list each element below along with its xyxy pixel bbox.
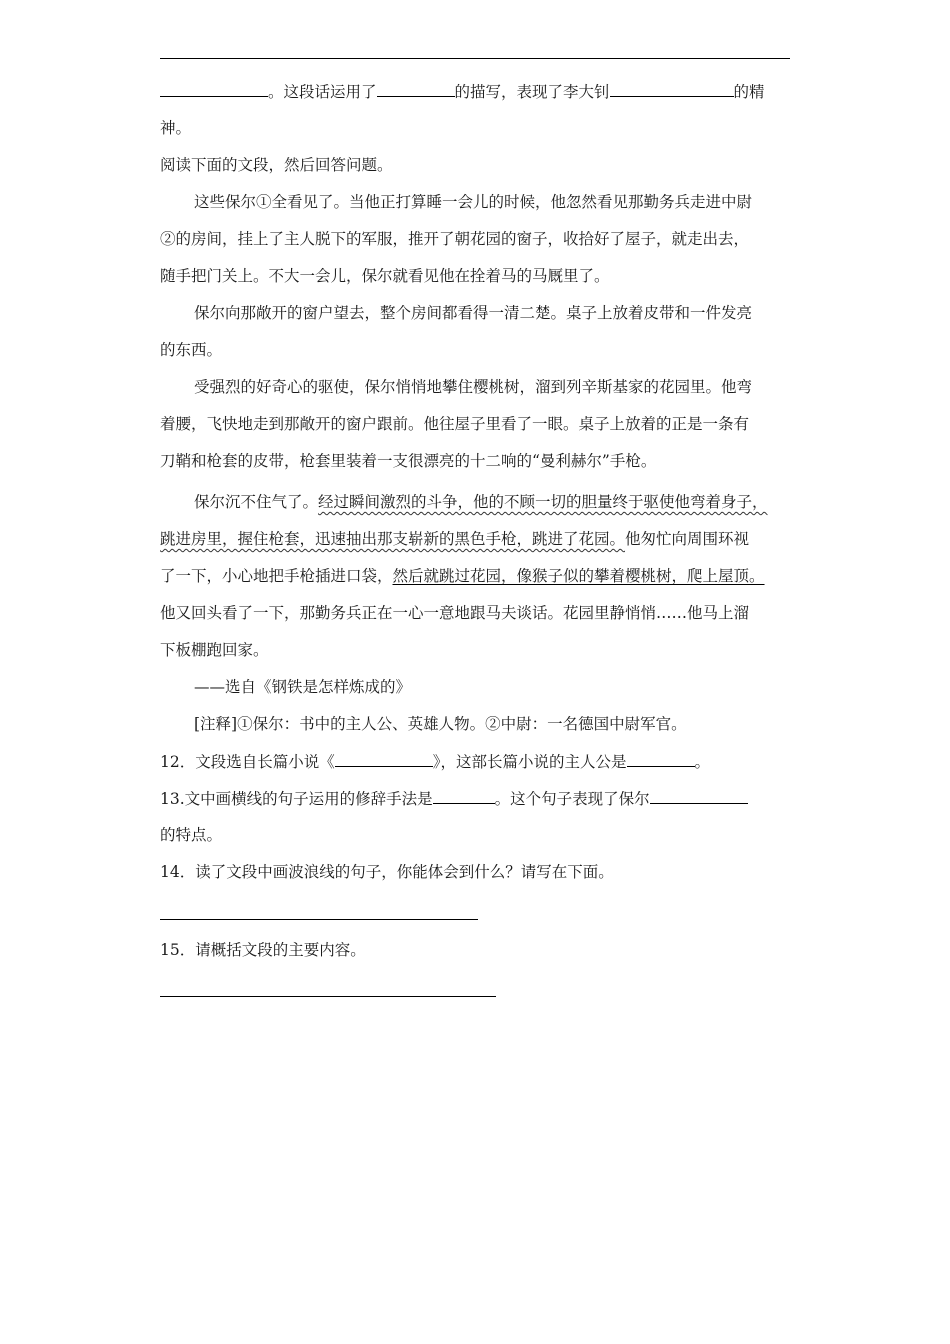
- instruction: 阅读下面的文段，然后回答问题。: [160, 156, 393, 174]
- passage-p1-line3: 随手把门关上。不大一会儿，保尔就看见他在拴着马的马厩里了。: [160, 267, 610, 285]
- passage-p4-line2: [160, 528, 790, 550]
- question-14: 14．读了文段中画波浪线的句子，你能体会到什么？请写在下面。: [160, 863, 614, 881]
- answer-blank[interactable]: [610, 80, 734, 97]
- answer-blank[interactable]: [433, 787, 495, 804]
- passage-p4-line5: 下板棚跑回家。: [160, 641, 269, 659]
- passage-source: ——选自《钢铁是怎样炼成的》: [194, 678, 412, 696]
- answer-blank[interactable]: [335, 750, 433, 767]
- straight-underlined-sentence: 然后就跳过花园，像猴子似的攀着樱桃树，爬上屋顶。: [392, 567, 765, 585]
- answer-blank[interactable]: [627, 750, 695, 767]
- question-14-answer-line[interactable]: [160, 919, 478, 920]
- passage-note: [注释]①保尔：书中的主人公、英雄人物。②中尉：一名德国中尉军官。: [194, 715, 687, 733]
- passage-p2-line2: 的东西。: [160, 341, 223, 359]
- passage-p4-line4: 他又回头看了一下，那勤务兵正在一心一意地跟马夫谈话。花园里静悄悄……他马上溜: [160, 604, 750, 622]
- prev-question-line1: 。这段话运用了 的描写，表现了李大钊 的精: [160, 80, 790, 103]
- passage-text: 了一下，小心地把手枪插进口袋，: [160, 567, 393, 585]
- passage-p4-line1: [194, 491, 790, 513]
- wavy-underlined-sentence: 跳进房里，握住枪套，迅速抽出那支崭新的黑色手枪，跳进了花园。: [160, 530, 626, 548]
- passage-text: 保尔沉不住气了。: [194, 493, 319, 511]
- prev-question-line2: 神。: [160, 119, 192, 137]
- question-13-line2: 的特点。: [160, 826, 223, 844]
- question-13: 13.文中画横线的句子运用的修辞手法是 。这个句子表现了保尔: [160, 787, 790, 810]
- question-15: 15．请概括文段的主要内容。: [160, 941, 366, 959]
- passage-text: 他匆忙向周围环视: [625, 530, 750, 548]
- passage-p3-line3: 刀鞘和枪套的皮带，枪套里装着一支很漂亮的十二响的“曼利赫尔”手枪。: [160, 452, 657, 470]
- passage-p4-line3: [160, 565, 790, 587]
- passage-p1-line2: ②的房间，挂上了主人脱下的军服，推开了朝花园的窗子，收拾好了屋子，就走出去，: [160, 230, 750, 248]
- passage-p1-line1: 这些保尔①全看见了。当他正打算睡一会儿的时候，他忽然看见那勤务兵走进中尉: [194, 193, 753, 211]
- answer-blank[interactable]: [160, 80, 268, 97]
- passage-p2-line1: 保尔向那敞开的窗户望去，整个房间都看得一清二楚。桌子上放着皮带和一件发亮: [194, 304, 753, 322]
- wavy-underlined-sentence: 经过瞬间激烈的斗争，他的不顾一切的胆量终于驱使他弯着身子，: [318, 493, 768, 511]
- question-12: 12．文段选自长篇小说《 》，这部长篇小说的主人公是 。: [160, 750, 790, 773]
- answer-blank[interactable]: [650, 787, 748, 804]
- question-15-answer-line[interactable]: [160, 996, 496, 997]
- header-rule: [160, 58, 790, 59]
- answer-blank[interactable]: [377, 80, 455, 97]
- passage-p3-line2: 着腰，飞快地走到那敞开的窗户跟前。他往屋子里看了一眼。桌子上放着的正是一条有: [160, 415, 750, 433]
- passage-p3-line1: 受强烈的好奇心的驱使，保尔悄悄地攀住樱桃树，溜到列辛斯基家的花园里。他弯: [194, 378, 753, 396]
